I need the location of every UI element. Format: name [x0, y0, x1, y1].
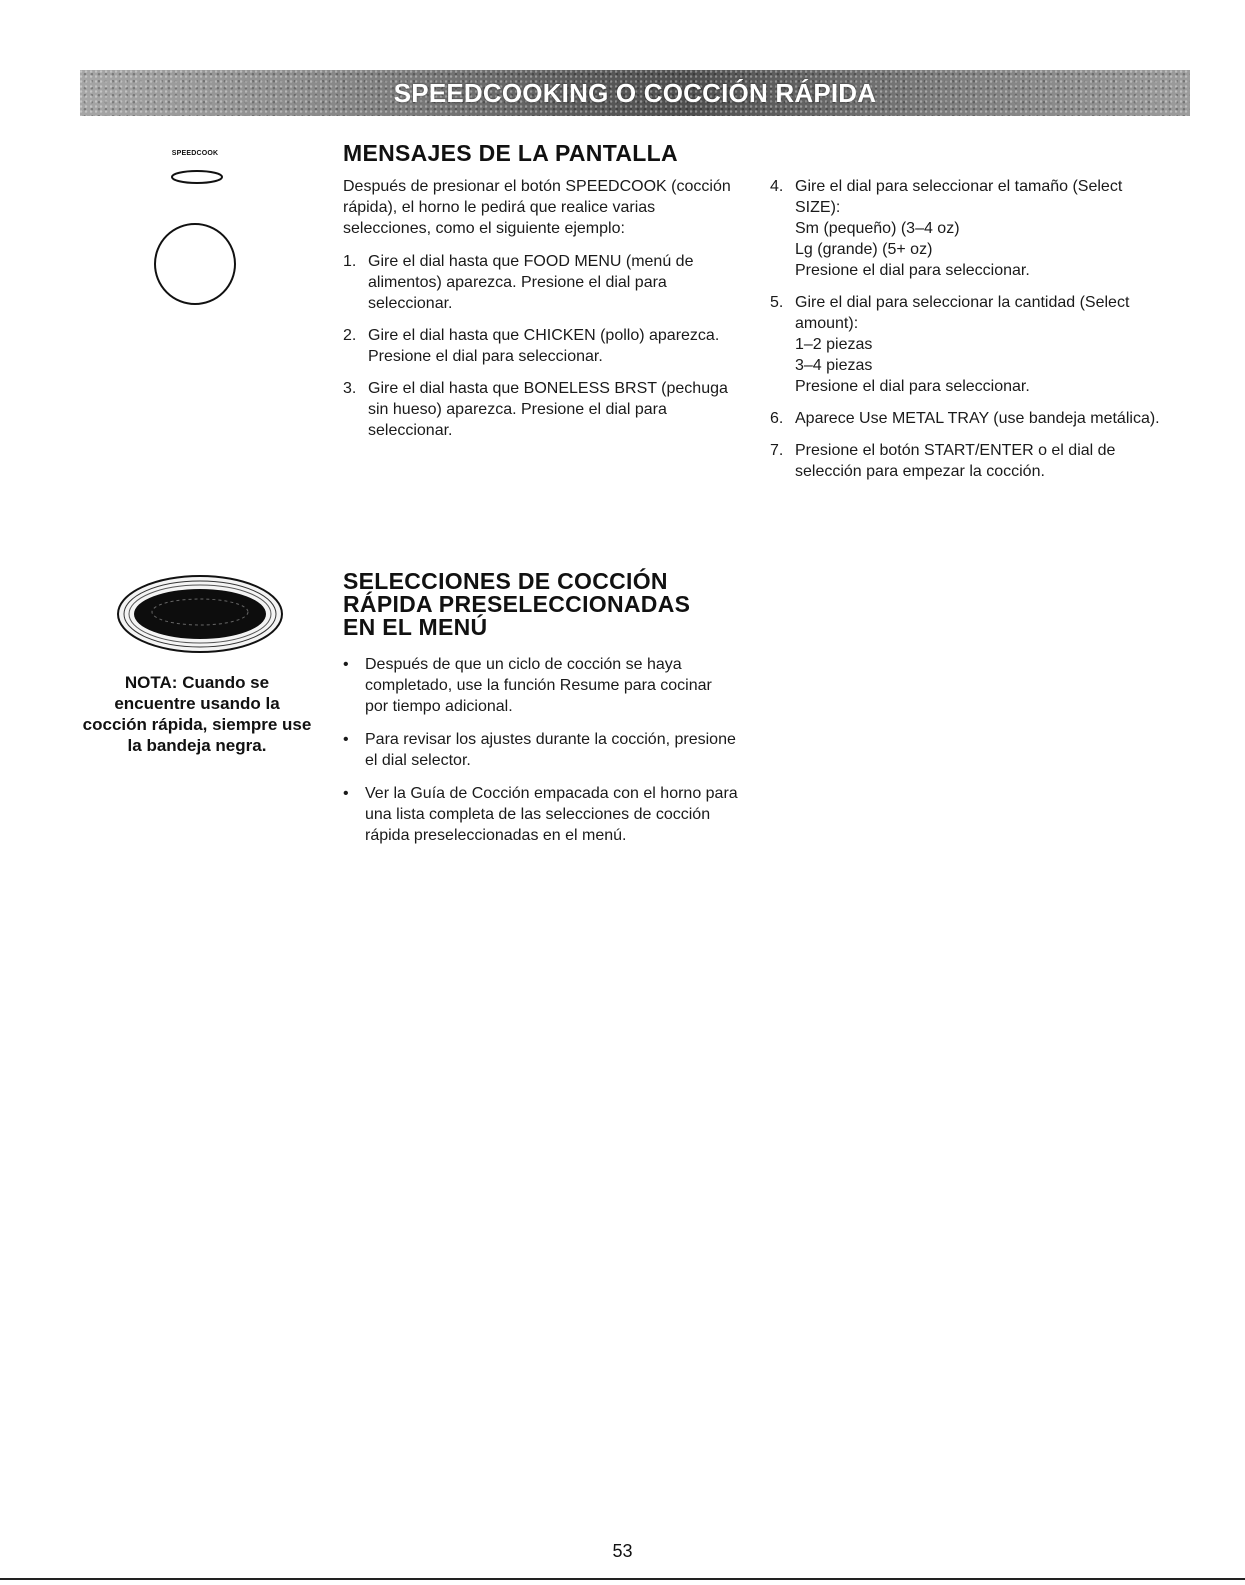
section1-left-column [343, 176, 738, 452]
section-title-display-messages: MENSAJES DE LA PANTALLA [343, 140, 678, 166]
step-text: Gire el dial para seleccionar la cantidad (Select amount): [795, 294, 1130, 332]
section2-title-line: RÁPIDA PRESELECCIONADAS [343, 591, 691, 617]
step-text: Gire el dial para seleccionar el tamaño (Select SIZE): [795, 178, 1123, 216]
step-item [343, 251, 738, 314]
bullet-text: Ver la Guía de Cocción empacada con el horno para una lista completa de las selecciones de cocción rápida preseleccionadas en el menú. [365, 785, 738, 844]
section2-title-line: EN EL MENÚ [343, 614, 488, 640]
step-text: Gire el dial hasta que FOOD MENU (menú de alimentos) aparezca. Presione el dial para seleccionar. [368, 253, 694, 312]
step-item [770, 292, 1170, 397]
bullet-text: Después de que un ciclo de cocción se haya completado, use la función Resume para cocinar por tiempo adicional. [365, 656, 712, 715]
step-text: Gire el dial hasta que CHICKEN (pollo) aparezca. Presione el dial para seleccionar. [368, 327, 720, 365]
step-number: 5. [770, 294, 784, 311]
step-item [770, 440, 1170, 482]
step-number: 4. [770, 178, 784, 195]
step-text: Presione el dial para seleccionar. [795, 378, 1030, 395]
step-text: Presione el dial para seleccionar. [795, 262, 1030, 279]
speedcook-dial-icon [140, 146, 250, 326]
step-number: 7. [770, 442, 784, 459]
step-number: 6. [770, 410, 784, 427]
banner-title: SPEEDCOOKING O COCCIÓN RÁPIDA [393, 77, 877, 108]
step-text: Gire el dial hasta que BONELESS BRST (pechuga sin hueso) aparezca. Presione el dial para seleccionar. [368, 380, 728, 439]
bullet-item [343, 783, 738, 846]
step-number: 2. [343, 327, 357, 344]
step-item [343, 325, 738, 367]
section2-title-line: SELECCIONES DE COCCIÓN [343, 568, 668, 594]
bottom-divider [0, 1578, 1245, 1580]
step-item [343, 378, 738, 441]
step-option: Sm (pequeño) (3–4 oz) [795, 220, 960, 237]
speedcook-button-icon [140, 146, 250, 326]
page-number: 53 [612, 1541, 633, 1561]
step-option: 1–2 piezas [795, 336, 873, 353]
tray-note: NOTA: Cuando se encuentre usando la cocción rápida, siempre use la bandeja negra. [82, 673, 312, 755]
step-item [770, 176, 1170, 281]
section2-column [343, 654, 738, 858]
step-number: 3. [343, 380, 357, 397]
speedcook-label: SPEEDCOOK [171, 150, 219, 157]
step-option: 3–4 piezas [795, 357, 873, 374]
bullet-mark: • [343, 656, 349, 673]
step-number: 1. [343, 253, 357, 270]
step-option: Lg (grande) (5+ oz) [795, 241, 933, 258]
bullet-mark: • [343, 731, 349, 748]
bullet-text: Para revisar los ajustes durante la cocción, presione el dial selector. [365, 731, 736, 769]
step-text: Aparece Use METAL TRAY (use bandeja metálica). [795, 410, 1160, 427]
bullet-item [343, 654, 738, 717]
bullet-mark: • [343, 785, 349, 802]
step-text: Presione el botón START/ENTER o el dial de selección para empezar la cocción. [795, 442, 1116, 480]
step-item [770, 408, 1170, 429]
section1-intro: Después de presionar el botón SPEEDCOOK (cocción rápida), el horno le pedirá que realice varias selecciones, como el siguiente ejemplo: [343, 178, 731, 237]
section1-right-column [770, 176, 1170, 493]
black-tray-icon [110, 570, 290, 670]
page-banner [80, 70, 1190, 116]
section-title-preset-selections [343, 570, 763, 639]
bullet-item [343, 729, 738, 771]
